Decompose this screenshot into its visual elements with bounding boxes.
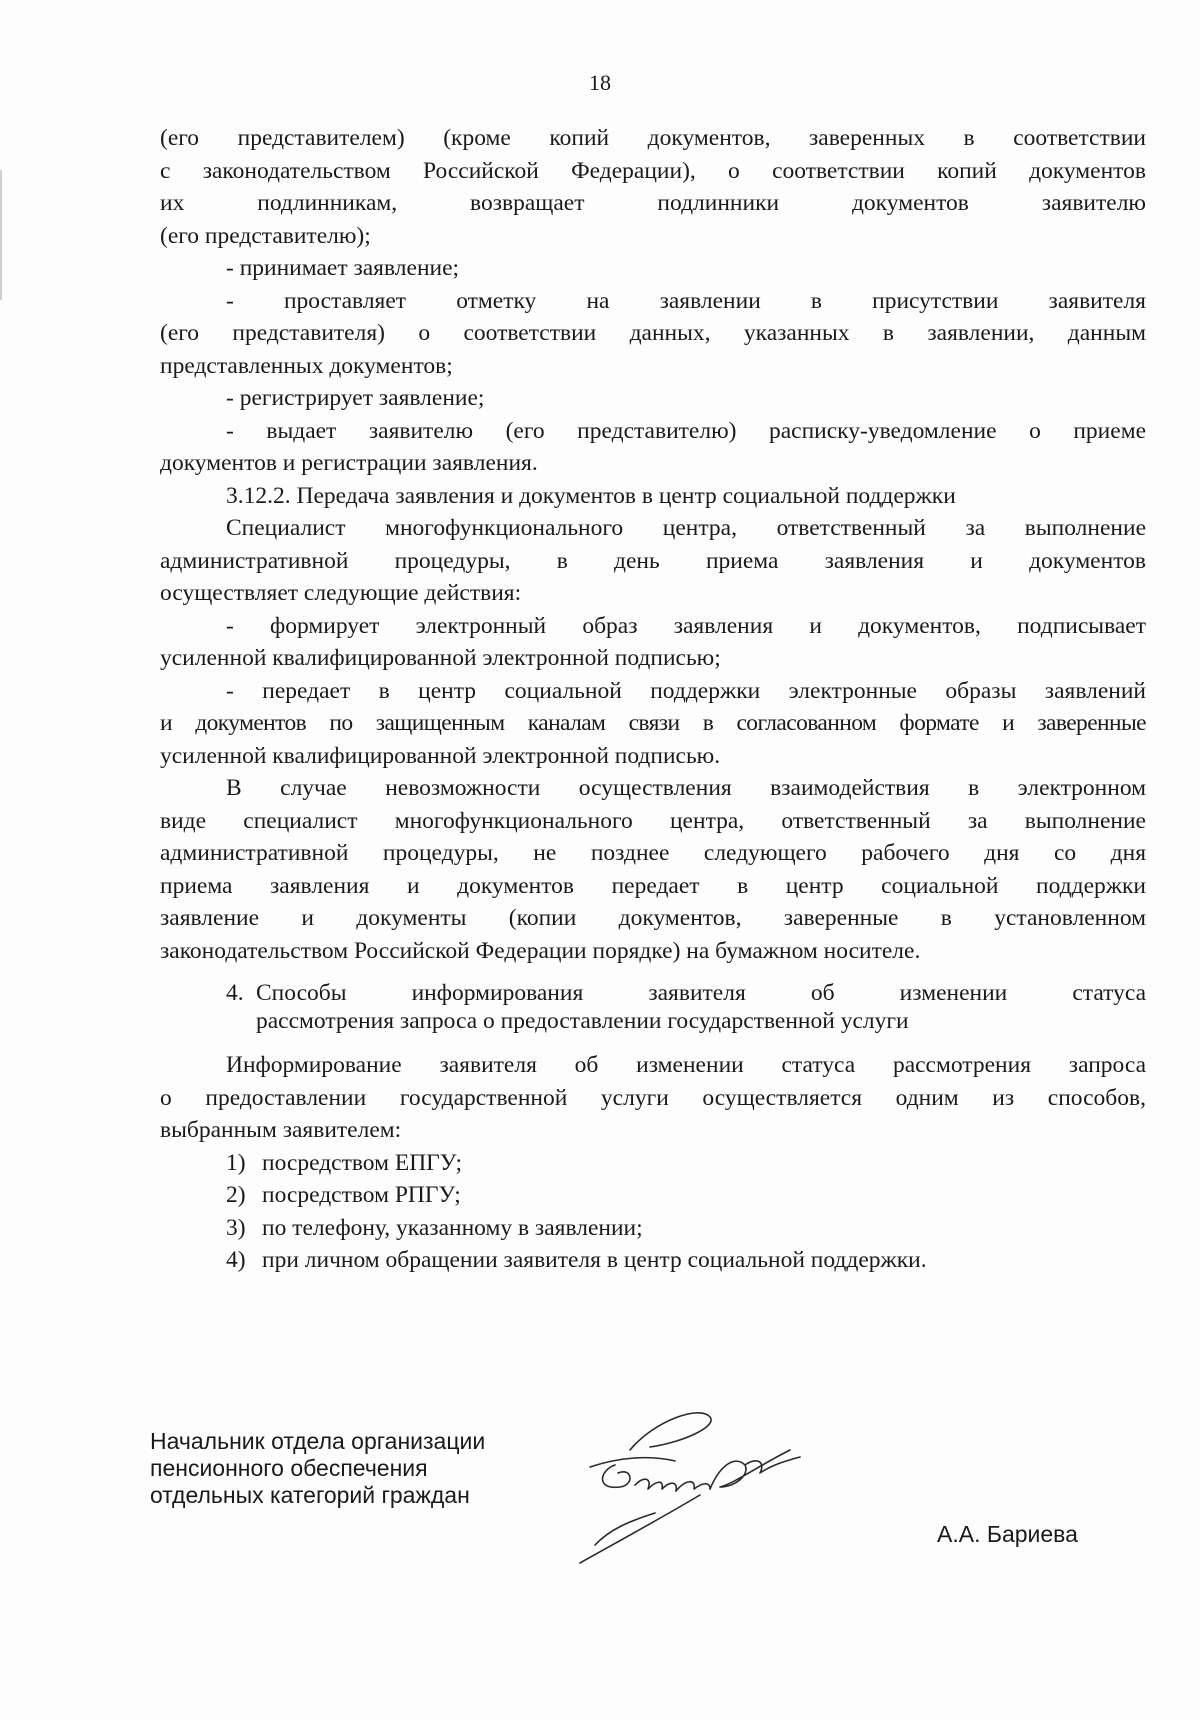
handwritten-signature [560, 1395, 830, 1575]
list-item [160, 1179, 1146, 1212]
section-title-line: рассмотрения запроса о предоставлении государственной услуги [256, 1008, 909, 1034]
text-line: (его представителем) (кроме копий документов, заверенных в соответствии [160, 125, 1146, 151]
text-line: административной процедуры, не позднее следующего рабочего дня со дня [160, 840, 1146, 866]
text-line: - выдает заявителю (его представителю) расписку-уведомление о приеме [226, 417, 1146, 444]
position-line: пенсионного обеспечения [150, 1455, 428, 1481]
signatory-position [150, 1428, 485, 1509]
text-line: выбранным заявителем: [160, 1117, 402, 1143]
list-item-text: - принимает заявление; [226, 255, 460, 281]
list-item-text: по телефону, указанному в заявлении; [262, 1214, 643, 1241]
text-line: о предоставлении государственной услуги осуществляется одним из способов, [160, 1084, 1146, 1111]
text-line: и документов по защищенным каналам связи в согласованном формате и заверенные [160, 710, 1146, 736]
text-line: административной процедуры, в день приема заявления и документов [160, 547, 1146, 574]
page-number: 18 [589, 70, 611, 95]
text-line: усиленной квалифицированной электронной подписью. [160, 742, 721, 769]
text-line: документов и регистрации заявления. [160, 450, 538, 476]
position-line: отдельных категорий граждан [150, 1482, 470, 1508]
document-body [160, 122, 1146, 1277]
list-item [160, 1244, 1146, 1277]
subsection-heading: 3.12.2. Передача заявления и документов в центр социальной поддержки [226, 482, 956, 509]
text-line: виде специалист многофункционального центра, ответственный за выполнение [160, 807, 1146, 834]
text-line: с законодательством Российской Федерации), о соответствии копий документов [160, 157, 1146, 184]
methods-list [160, 1147, 1146, 1277]
position-line: Начальник отдела организации [150, 1428, 486, 1454]
list-item-number: 2) [226, 1182, 246, 1208]
list-item-text: посредством РПГУ; [262, 1182, 461, 1208]
text-line: представленных документов; [160, 352, 453, 379]
text-line: заявление и документы (копии документов, заверенные в установленном [160, 905, 1146, 931]
list-item-text: - регистрирует заявление; [226, 385, 485, 411]
section-heading [160, 979, 1146, 1035]
text-line: приема заявления и документов передает в центр социальной поддержки [160, 872, 1146, 899]
text-line: Информирование заявителя об изменении статуса рассмотрения запроса [226, 1052, 1146, 1078]
text-line: - проставляет отметку на заявлении в присутствии заявителя [226, 287, 1146, 314]
scan-edge-mark [0, 170, 2, 300]
text-line: усиленной квалифицированной электронной подписью; [160, 645, 721, 671]
text-line: - передает в центр социальной поддержки электронные образы заявлений [226, 677, 1146, 704]
text-line: законодательством Российской Федерации порядке) на бумажном носителе. [160, 937, 921, 964]
text-line: (его представителя) о соответствии данных, указанных в заявлении, данным [160, 320, 1146, 346]
signatory-name: А.А. Бариева [937, 1521, 1078, 1547]
section-number: 4. [226, 980, 244, 1006]
text-line: их подлинникам, возвращает подлинники документов заявителю [160, 190, 1146, 216]
list-item [160, 1147, 1146, 1180]
list-item [160, 1212, 1146, 1245]
text-line: (его представителю); [160, 222, 371, 249]
list-item-number: 1) [226, 1149, 246, 1176]
text-line: - формирует электронный образ заявления и документов, подписывает [226, 612, 1146, 639]
text-line: Специалист многофункционального центра, ответственный за выполнение [226, 515, 1146, 541]
list-item-text: посредством ЕПГУ; [262, 1149, 463, 1176]
list-item-text: при личном обращении заявителя в центр социальной поддержки. [262, 1247, 927, 1273]
list-item-number: 3) [226, 1214, 246, 1241]
section-title-line: Способы информирования заявителя об изменении статуса [256, 980, 1146, 1006]
text-line: В случае невозможности осуществления взаимодействия в электронном [226, 775, 1146, 801]
list-item-number: 4) [226, 1247, 246, 1273]
text-line: осуществляет следующие действия: [160, 580, 522, 606]
